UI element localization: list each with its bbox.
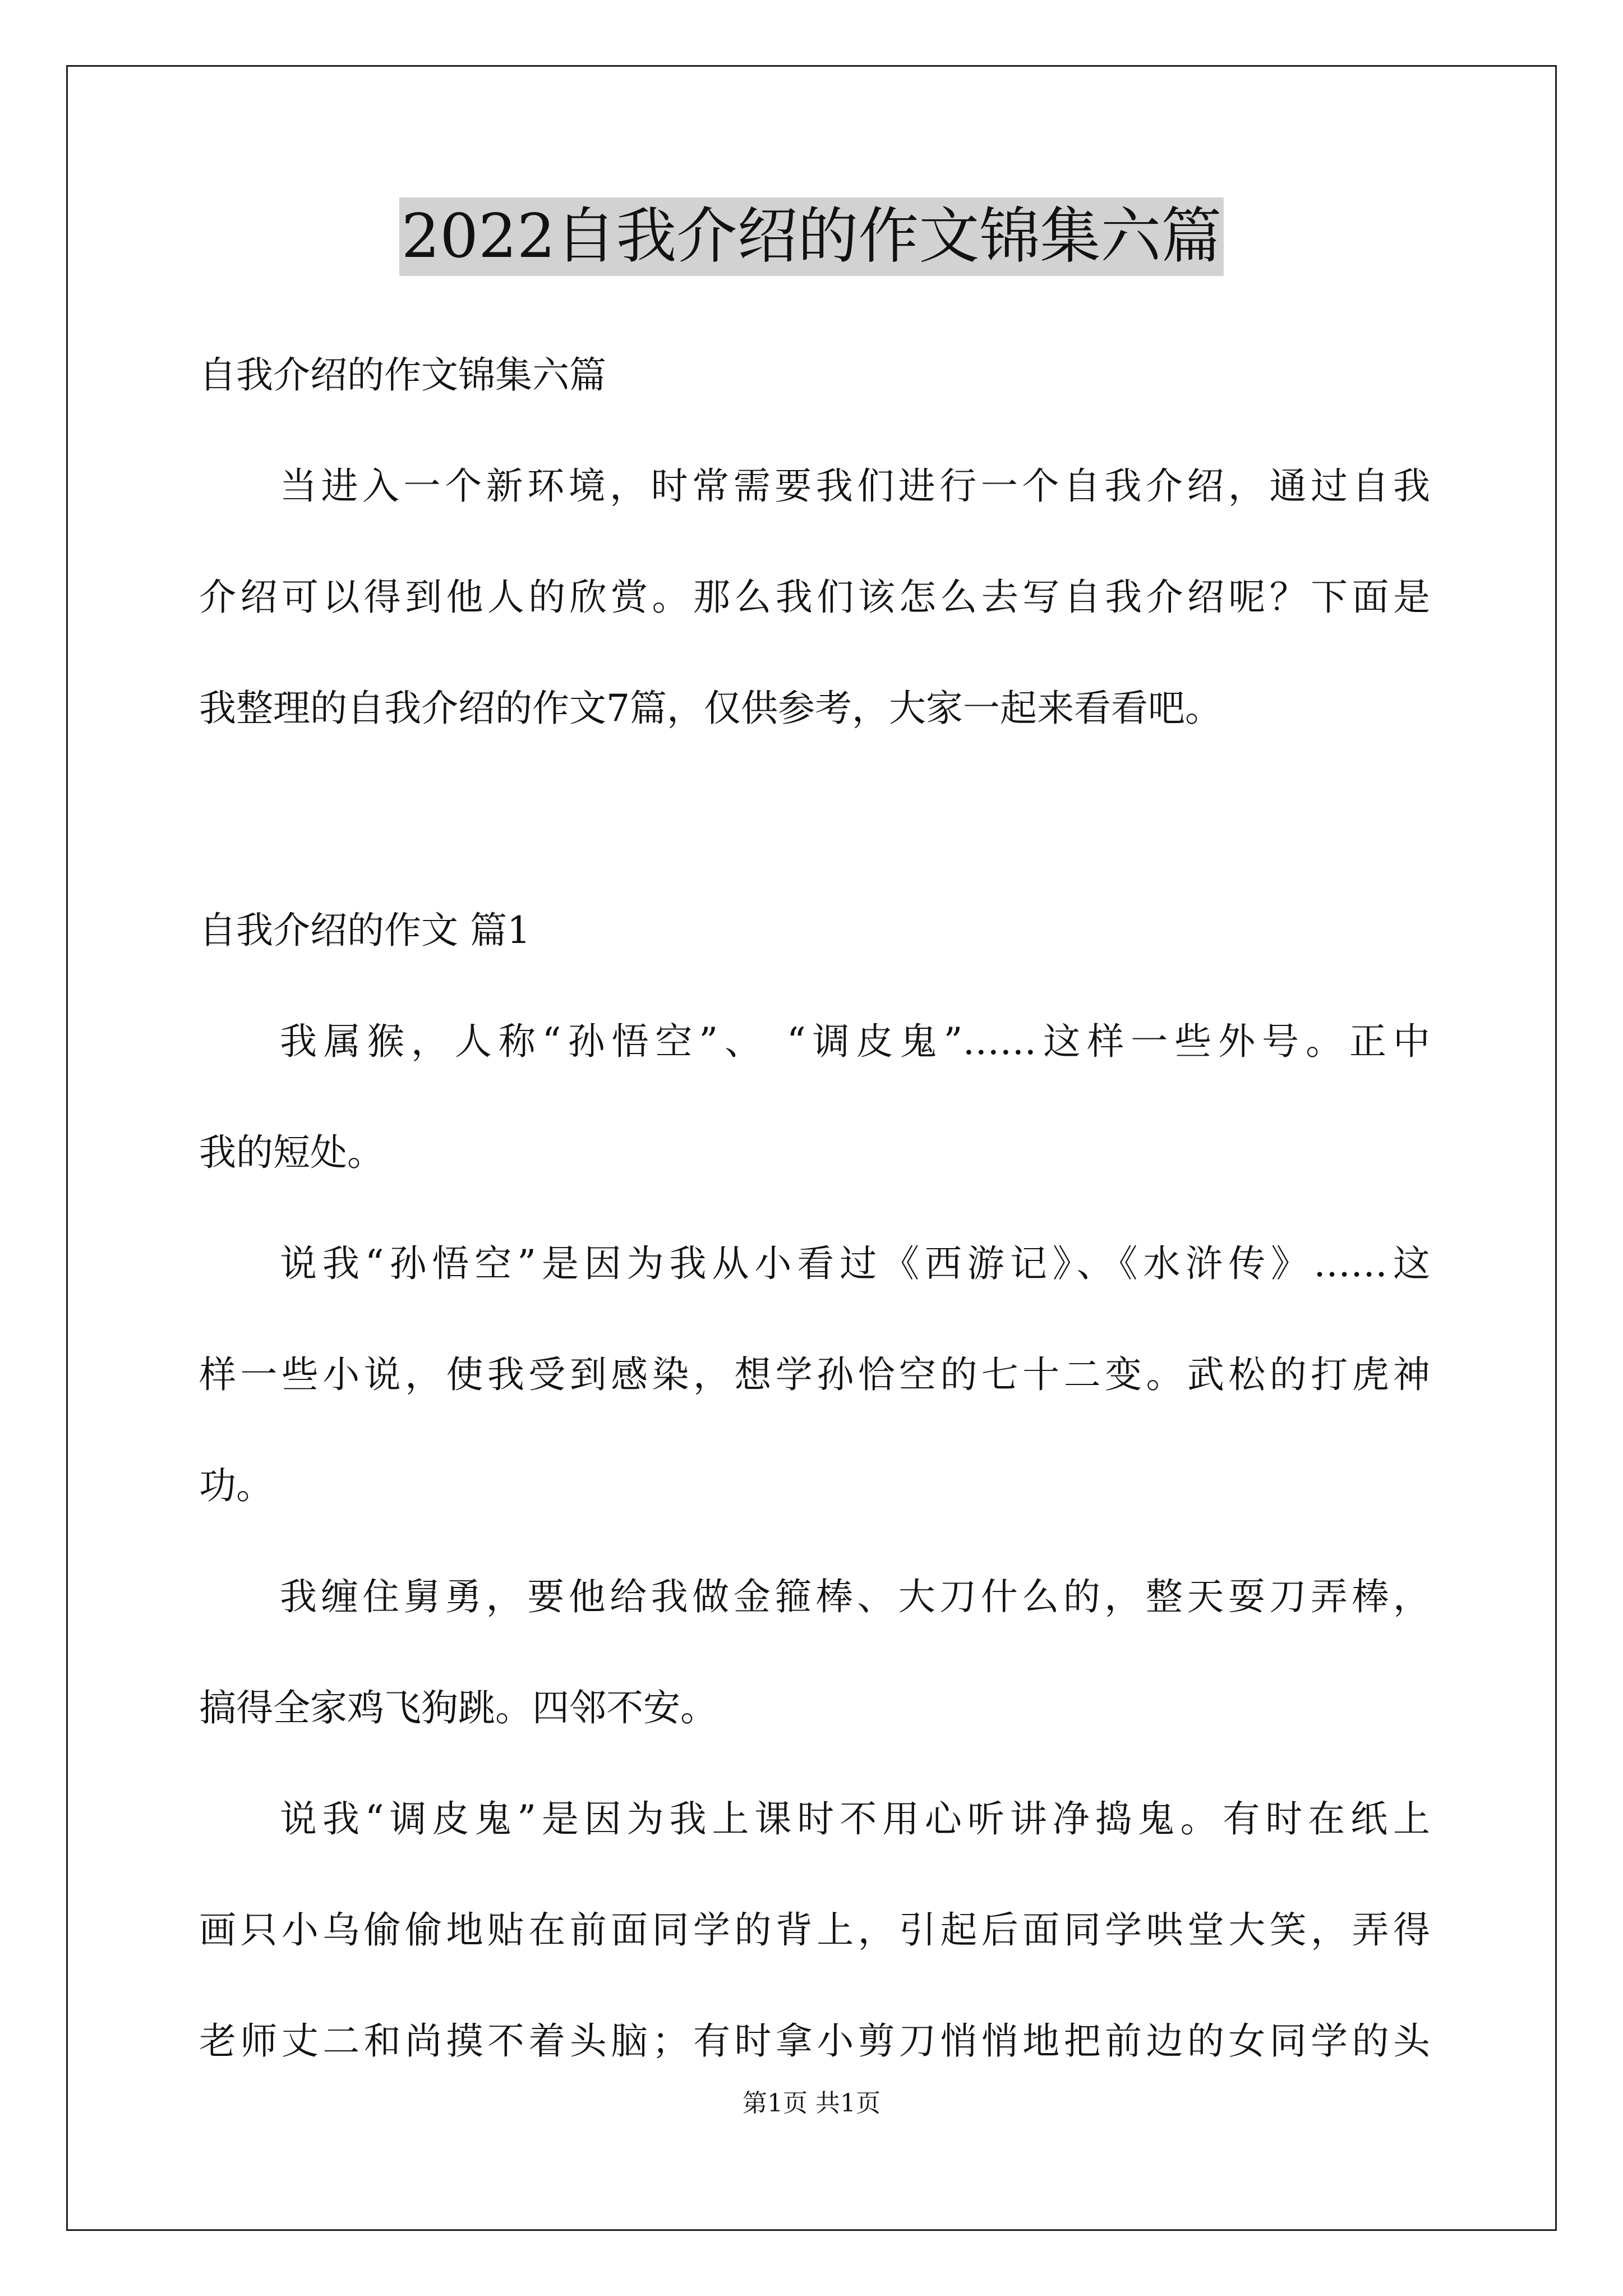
text-line: 老师丈二和尚摸不着头脑；有时拿小剪刀悄悄地把前边的女同学的头 (199, 2019, 1430, 2063)
text-line: 我整理的自我介绍的作文7篇，仅供参考，大家一起来看看吧。 (199, 687, 1222, 730)
paragraph (199, 1764, 1430, 2097)
text-line: 画只小乌偷偷地贴在前面同学的背上，引起后面同学哄堂大笑，弄得 (199, 1908, 1430, 1952)
title-container (0, 197, 1623, 276)
document-title: 2022自我介绍的作文锦集六篇 (399, 197, 1224, 276)
text-line: 搞得全家鸡飞狗跳。四邻不安。 (199, 1686, 717, 1729)
section-heading: 自我介绍的作文 篇1 (199, 909, 531, 952)
intro-paragraph (199, 431, 1430, 764)
text-line: 介绍可以得到他人的欣赏。那么我们该怎么去写自我介绍呢？下面是 (199, 576, 1430, 619)
paragraph (199, 1208, 1430, 1542)
text-line: 当进入一个新环境，时常需要我们进行一个自我介绍，通过自我 (280, 464, 1430, 508)
text-line: 功。 (199, 1464, 273, 1507)
spacer (199, 764, 1430, 875)
text-line: 样一些小说，使我受到感染，想学孙恰空的七十二变。武松的打虎神 (199, 1353, 1430, 1396)
page-footer: 第1页 共1页 (743, 2089, 880, 2118)
text-line: 说我“孙悟空”是因为我从小看过《西游记》、《水浒传》……这 (280, 1242, 1430, 1285)
text-line: 说我“调皮鬼”是因为我上课时不用心听讲净捣鬼。有时在纸上 (280, 1797, 1430, 1841)
text-line: 我属猴，人称“孙悟空”、 “调皮鬼”……这样一些外号。正中 (280, 1020, 1430, 1063)
text-line: 我缠住舅勇，要他给我做金箍棒、大刀什么的，整天耍刀弄棒， (280, 1575, 1430, 1618)
text-line: 我的短处。 (199, 1131, 384, 1174)
document-subtitle: 自我介绍的作文锦集六篇 (199, 353, 606, 397)
document-body (199, 320, 1430, 2097)
paragraph (199, 986, 1430, 1208)
paragraph (199, 1542, 1430, 1764)
